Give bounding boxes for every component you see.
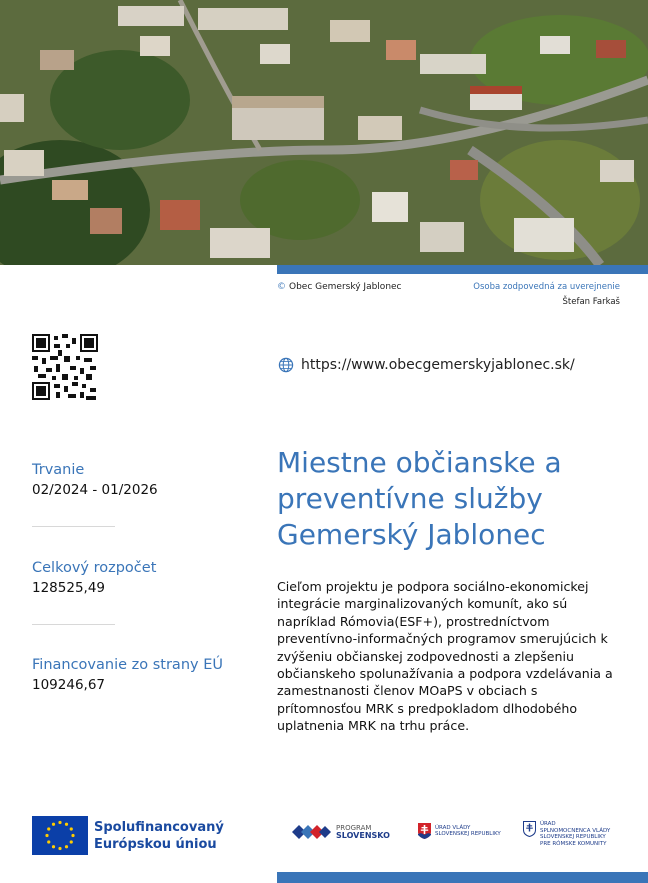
description-line: zvýšeniu občianskej zodpovednosti a zlepšeniu <box>277 648 575 664</box>
title-line: preventívne služby <box>277 482 543 515</box>
program-slovensko-logo <box>292 822 390 842</box>
website-url[interactable]: https://www.obecgemerskyjablonec.sk/ <box>301 357 575 373</box>
program-small-label: PROGRAM <box>336 824 372 832</box>
responsible-person-name: Štefan Farkaš <box>562 297 620 307</box>
eu-star <box>58 821 61 824</box>
program-slovensko-icon <box>292 822 332 842</box>
budget-label: Celkový rozpočet <box>32 560 157 576</box>
eu-flag-icon <box>32 816 88 855</box>
description-line: zamestnanosti členov MOaPS v obciach s <box>277 683 538 699</box>
eu-text-line: Európskou úniou <box>94 837 217 852</box>
slovak-crest-outline-icon <box>523 821 536 837</box>
copyright-icon: © <box>277 282 286 292</box>
eu-funding-label: Financovanie zo strany EÚ <box>32 657 223 673</box>
divider <box>32 624 115 625</box>
divider <box>32 526 115 527</box>
splno-line: PRE RÓMSKE KOMUNITY <box>540 840 607 847</box>
website-link[interactable] <box>278 357 575 373</box>
splno-line: SPLNOMOCNENCA VLÁDY <box>540 827 611 834</box>
splno-line: SLOVENSKEJ REPUBLIKY <box>540 834 606 840</box>
top-accent-bar <box>277 265 648 274</box>
splno-line: ÚRAD <box>540 821 556 827</box>
eu-star <box>47 840 50 843</box>
description-line: preventívno-informačných programov smerujúcich k <box>277 631 608 647</box>
title-line: Gemerský Jablonec <box>277 518 546 551</box>
eu-star <box>70 827 73 830</box>
urad-line: SLOVENSKEJ REPUBLIKY <box>435 831 501 837</box>
duration-label: Trvanie <box>32 462 85 478</box>
program-name: SLOVENSKO <box>336 831 390 840</box>
hero-photo <box>0 0 648 265</box>
eu-text-line: Spolufinancovaný <box>94 820 224 835</box>
title-line: Miestne občianske a <box>277 446 562 479</box>
eu-star <box>71 834 74 837</box>
description-line: občianskeho spolunažívania a podpora vzdelávania a <box>277 666 613 682</box>
duration-value: 02/2024 - 01/2026 <box>32 482 158 498</box>
bottom-accent-bar <box>277 872 648 883</box>
photo-credit-text: Obec Gemerský Jablonec <box>289 282 402 292</box>
eu-star <box>52 845 55 848</box>
budget-value: 128525,49 <box>32 580 106 596</box>
description-line: integrácie marginalizovaných komunít, ako sú <box>277 596 568 612</box>
eu-star <box>58 847 61 850</box>
eu-star <box>70 840 73 843</box>
responsible-person-label: Osoba zodpovedná za uverejnenie <box>473 282 620 292</box>
urad-line: ÚRAD VLÁDY <box>435 824 471 831</box>
description-line: Cieľom projektu je podpora sociálno-ekonomickej <box>277 579 589 594</box>
splnomocnenec-logo <box>523 821 610 847</box>
urad-vlady-logo <box>418 823 501 839</box>
description-line: prítomnosťou MRK s predpokladom dlhodobého <box>277 700 578 716</box>
slovak-crest-icon <box>418 823 431 839</box>
description-line: uplatnenia MRK na trhu práce. <box>277 718 470 734</box>
village-aerial-photo <box>0 0 648 265</box>
eu-star <box>45 834 48 837</box>
description-line: napríklad Rómovia(ESF+), prostredníctvom <box>277 613 550 629</box>
eu-star <box>65 823 68 826</box>
globe-icon <box>278 357 294 373</box>
eu-star <box>65 845 68 848</box>
eu-star <box>52 823 55 826</box>
project-description <box>277 578 627 735</box>
eu-cofinanced-text <box>94 819 224 853</box>
qr-code <box>32 334 98 400</box>
eu-funding-value: 109246,67 <box>32 677 106 693</box>
eu-star <box>47 827 50 830</box>
project-title <box>277 445 617 553</box>
photo-credit <box>277 282 402 292</box>
